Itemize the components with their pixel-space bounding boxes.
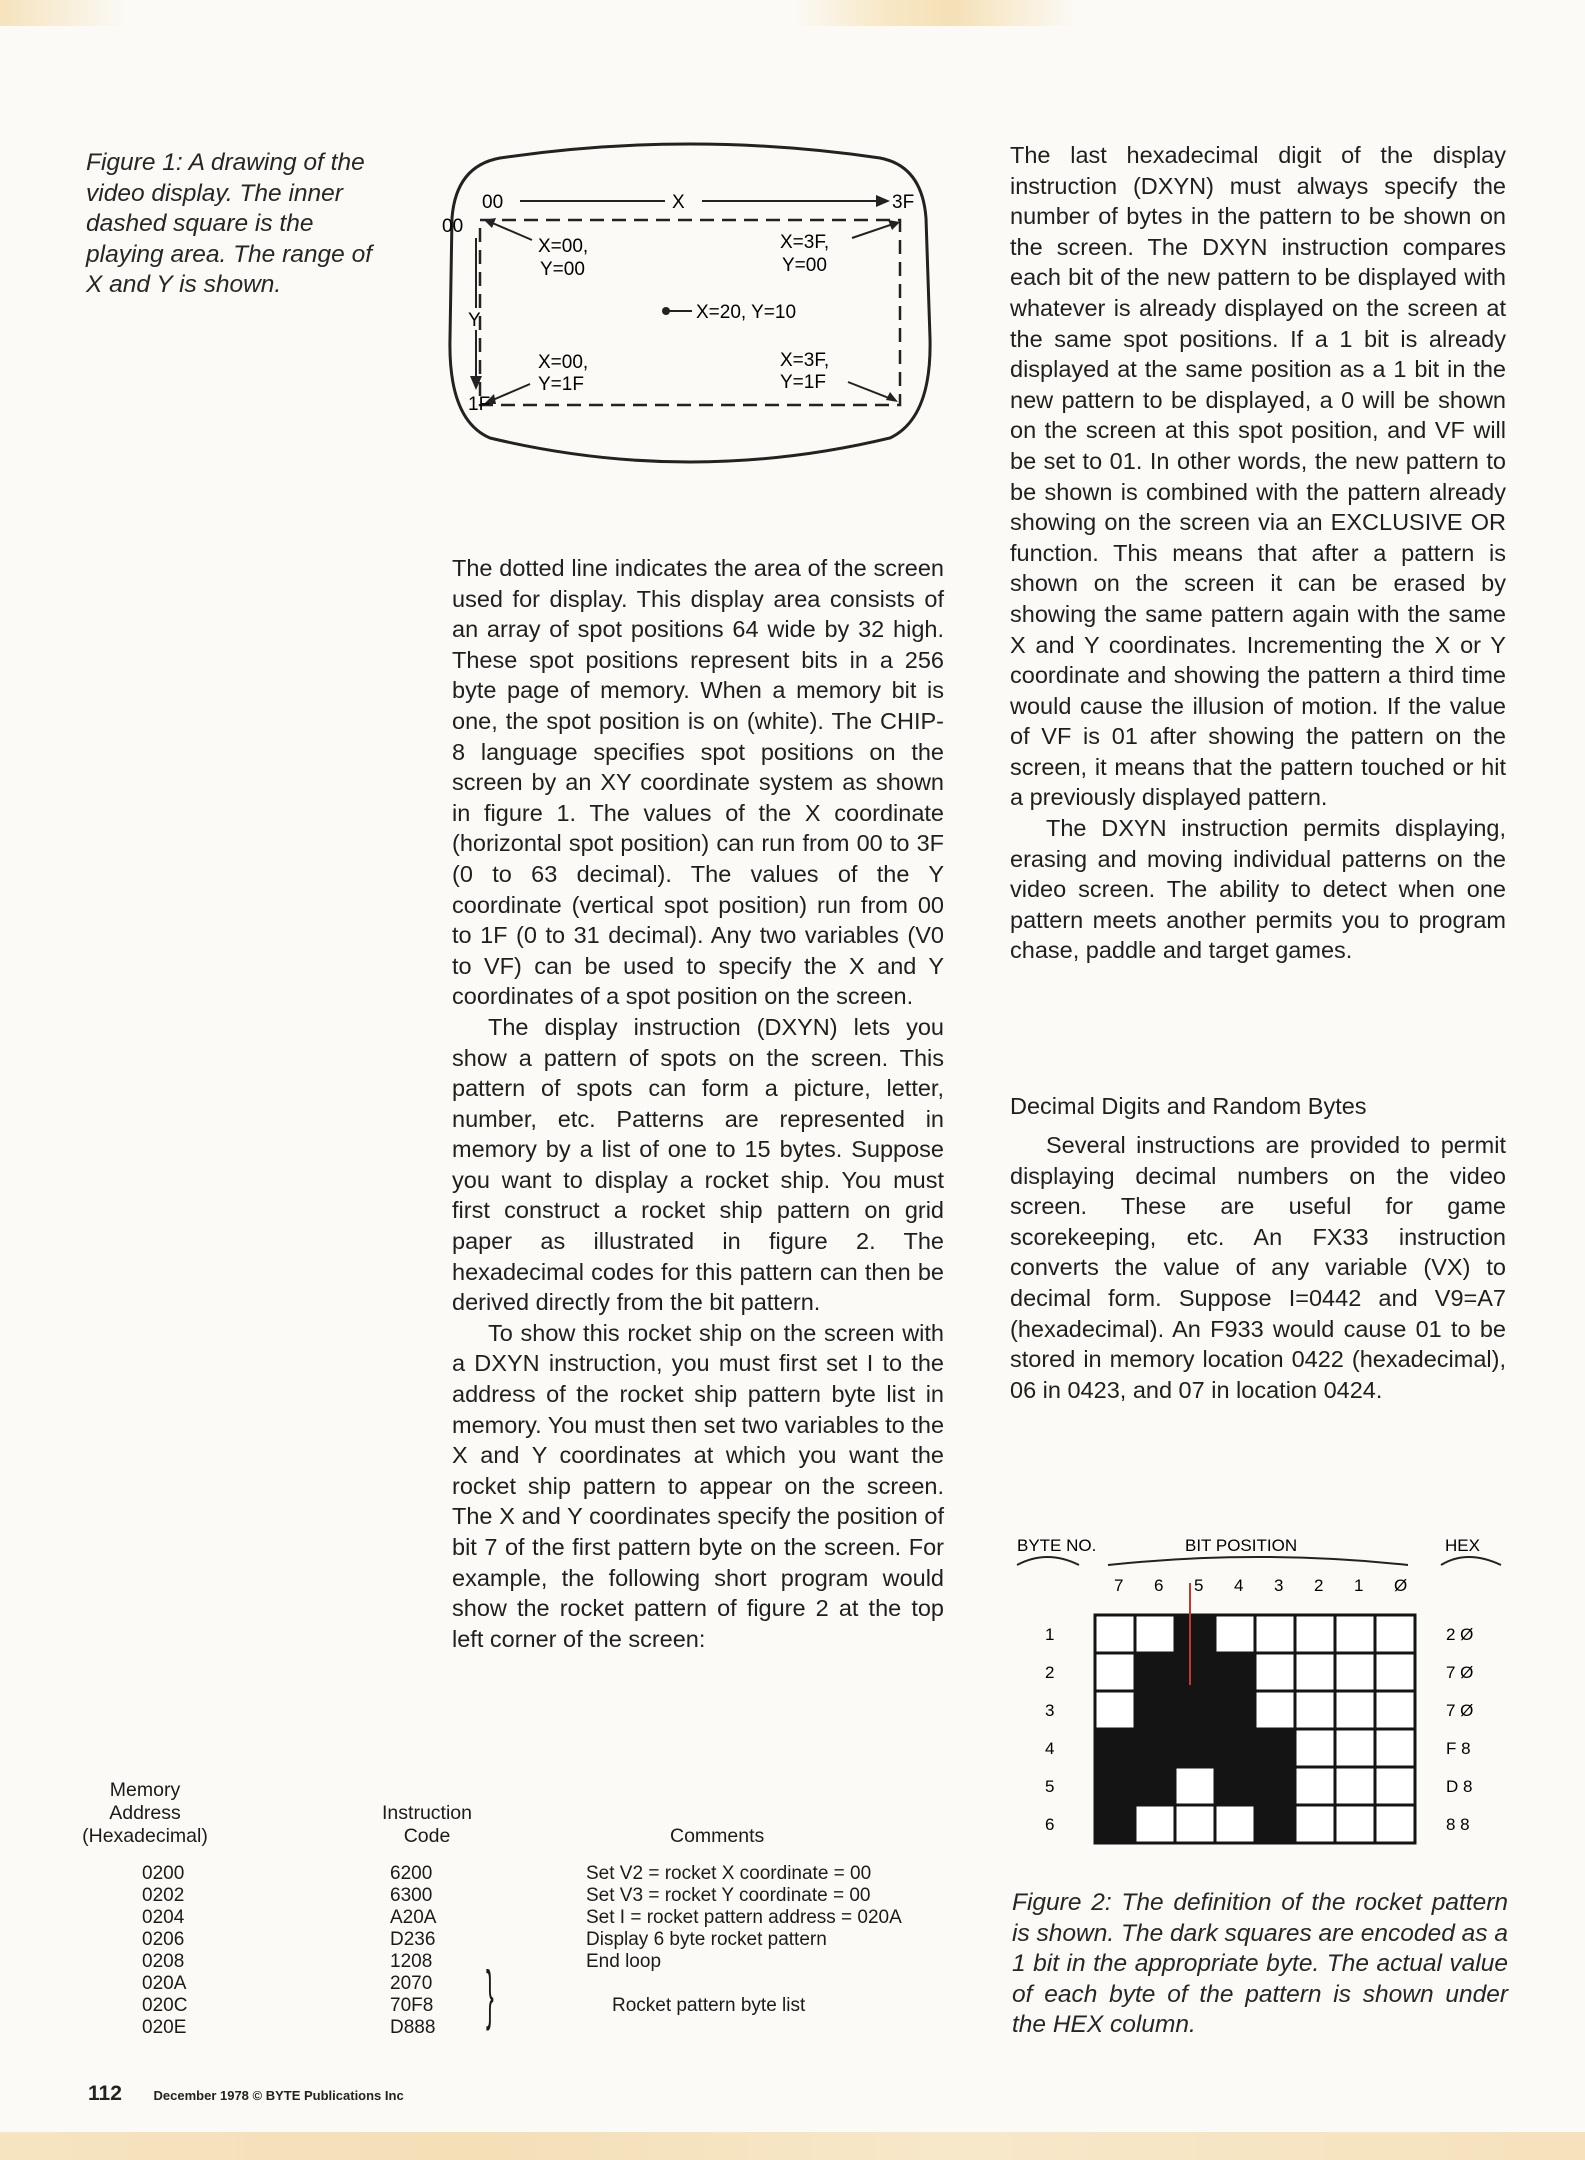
grid-cell-on bbox=[1095, 1805, 1135, 1843]
page-footer bbox=[88, 2082, 404, 2106]
address-cell: 0202 bbox=[142, 1885, 185, 1906]
footer-text: December 1978 © BYTE Publications Inc bbox=[153, 2088, 404, 2103]
byte-number: 1 bbox=[1045, 1625, 1055, 1644]
grid-cell-off bbox=[1295, 1653, 1335, 1691]
address-cell: 0208 bbox=[142, 1951, 185, 1972]
code-cell: 2070 bbox=[390, 1973, 433, 1994]
byte-brace bbox=[1017, 1557, 1079, 1565]
address-cell: 020C bbox=[142, 1995, 188, 2016]
grid-cell-off bbox=[1335, 1691, 1375, 1729]
tv-screen-outline bbox=[450, 144, 930, 462]
hex-value: D 8 bbox=[1446, 1777, 1473, 1796]
figure2-caption: Figure 2: The definition of the rocket pattern is shown. The dark squares are encoded as a 1 bit in the appropriate byte. The actual value of each byte of the pattern is shown under the HEX column. bbox=[1012, 1889, 1508, 2038]
header-memory-address: Memory Address (Hexadecimal) bbox=[82, 1779, 208, 1847]
comment-cell: Set I = rocket pattern address = 020A bbox=[586, 1907, 902, 1928]
grid-cell-off bbox=[1375, 1691, 1415, 1729]
comment-cell: Display 6 byte rocket pattern bbox=[586, 1929, 827, 1950]
grid-cell-off bbox=[1095, 1615, 1135, 1653]
grid-cell-off bbox=[1335, 1729, 1375, 1767]
program-listing bbox=[60, 1775, 960, 2045]
bit-label: 7 bbox=[1114, 1576, 1124, 1595]
grid-cell-off bbox=[1375, 1653, 1415, 1691]
right-column-text-2 bbox=[1010, 1130, 1506, 1405]
label-y-1f: 1F bbox=[468, 394, 491, 415]
grid-cell-off bbox=[1335, 1805, 1375, 1843]
label-x-3f: 3F bbox=[892, 192, 915, 213]
label-y-00: 00 bbox=[442, 216, 464, 237]
address-cell: 020A bbox=[142, 1973, 187, 1994]
header-hex: HEX bbox=[1445, 1536, 1480, 1555]
label-y-axis: Y bbox=[468, 310, 481, 331]
grid-cell-off bbox=[1335, 1653, 1375, 1691]
header-bit-position: BIT POSITION bbox=[1185, 1536, 1298, 1555]
grid-cell-off bbox=[1175, 1767, 1215, 1805]
hex-value: 2 Ø bbox=[1446, 1625, 1474, 1644]
paragraph: Several instructions are provided to permit displaying decimal numbers on the video screen. These are useful for game scorekeeping, etc. An FX33 instruction converts the value of any variable (VX) to decimal form. Suppose I=0442 and V9=A7 (hexadecimal). An F933 would cause 01 to be stored in memory location 0422 (hexadecimal), 06 in 0423, and 07 in location 0424. bbox=[1010, 1132, 1506, 1403]
byte-number-labels bbox=[1045, 1625, 1054, 1834]
address-cell: 020E bbox=[142, 2017, 187, 2038]
code-cell: D236 bbox=[390, 1929, 436, 1950]
grid-cell-off bbox=[1095, 1653, 1135, 1691]
grid-cell-on bbox=[1095, 1767, 1135, 1805]
comment-cell: Set V2 = rocket X coordinate = 00 bbox=[586, 1863, 872, 1884]
comment-cell: Rocket pattern byte list bbox=[612, 1995, 806, 2016]
grid-cell-off bbox=[1375, 1767, 1415, 1805]
figure1-caption: Figure 1: A drawing of the video display. The inner dashed square is the playing area. The range of X and Y is shown. bbox=[86, 149, 373, 298]
page-number: 112 bbox=[88, 2082, 122, 2105]
grid-cell-on bbox=[1135, 1767, 1175, 1805]
grid-cell-off bbox=[1135, 1805, 1175, 1843]
grid-cell-off bbox=[1135, 1615, 1175, 1653]
code-cell: 6200 bbox=[390, 1863, 433, 1884]
paragraph: The dotted line indicates the area of the screen used for display. This display area consists of an array of spot positions 64 wide by 32 high. These spot positions represent bits in a 256 byte page of memory. When a memory bit is one, the spot position is on (white). The CHIP-8 language specifies spot positions on the screen by an XY coordinate system as shown in figure 1. The values of the X coordinate (horizontal spot position) can run from 00 to 3F (0 to 63 decimal). The values of the Y coordinate (vertical spot position) run from 00 to 1F (0 to 31 decimal). Any two variables (V0 to VF) can be used to specify the X and Y coordinates of a spot position on the screen. bbox=[452, 555, 944, 1010]
grid-cell-off bbox=[1335, 1767, 1375, 1805]
code-cell: A20A bbox=[390, 1907, 437, 1928]
comment-cell: Set V3 = rocket Y coordinate = 00 bbox=[586, 1885, 871, 1906]
grid-cell-on bbox=[1175, 1653, 1215, 1691]
hex-value: 7 Ø bbox=[1446, 1701, 1474, 1720]
label-corner-br-x: X=3F, bbox=[780, 350, 830, 371]
grid-cell-off bbox=[1295, 1767, 1335, 1805]
label-x-00: 00 bbox=[482, 192, 504, 213]
grid-cell-on bbox=[1175, 1691, 1215, 1729]
label-corner-tr-y: Y=00 bbox=[782, 255, 827, 276]
grid-cell-off bbox=[1215, 1615, 1255, 1653]
label-x-axis: X bbox=[672, 192, 685, 213]
grid-cell-on bbox=[1175, 1729, 1215, 1767]
label-corner-bl-x: X=00, bbox=[538, 352, 589, 373]
hex-value: 8 8 bbox=[1446, 1815, 1470, 1834]
grid-cell-off bbox=[1375, 1729, 1415, 1767]
label-corner-tl-x: X=00, bbox=[538, 236, 589, 257]
grid-cell-off bbox=[1215, 1805, 1255, 1843]
byte-number: 3 bbox=[1045, 1701, 1055, 1720]
paragraph: The last hexadecimal digit of the display instruction (DXYN) must always specify the number of bytes in the pattern to be shown on the screen. The DXYN instruction compares each bit of the new pattern to be displayed with whatever is already displayed on the screen at the same spot positions. If a 1 bit is already displayed at the same position as a 1 bit in the new pattern to be displayed, a 0 will be shown on the screen at this spot position, and VF will be set to 01. In other words, the new pattern to be shown is combined with the pattern already showing on the screen via an EXCLUSIVE OR function. This means that after a pattern is shown on the screen it can be erased by showing the same pattern again with the same X and Y coordinates. Incrementing the X or Y coordinate and showing the pattern a third time would cause the illusion of motion. If the value of VF is 01 after showing the pattern on the screen, it means that the pattern touched or hit a previously displayed pattern. bbox=[1010, 142, 1506, 811]
paragraph: The DXYN instruction permits displaying, erasing and moving individual patterns on the video screen. The ability to detect when one pattern meets another permits you to program chase, paddle and target games. bbox=[1010, 815, 1506, 964]
grid-cell-on bbox=[1215, 1767, 1255, 1805]
byte-number: 2 bbox=[1045, 1663, 1055, 1682]
figure2-rocket-pattern-grid bbox=[1005, 1525, 1525, 1855]
bit-label: 4 bbox=[1234, 1576, 1244, 1595]
figure1-video-display-drawing bbox=[440, 138, 940, 488]
grid-cell-on bbox=[1255, 1805, 1295, 1843]
grid-cell-off bbox=[1295, 1805, 1335, 1843]
byte-list-brace: } bbox=[486, 1957, 494, 2031]
paragraph: To show this rocket ship on the screen with a DXYN instruction, you must first set I to the address of the rocket ship pattern byte list in memory. You must then set two variables to the X and Y coordinates at which you want the rocket ship pattern to appear on the screen. The X and Y coordinates specify the position of bit 7 of the first pattern byte on the screen. For example, the following short program would show the rocket pattern of figure 2 at the top left corner of the screen: bbox=[452, 1319, 945, 1652]
grid-cell-off bbox=[1255, 1691, 1295, 1729]
bit-label: Ø bbox=[1394, 1576, 1408, 1595]
grid-cell-on bbox=[1095, 1729, 1135, 1767]
grid-cell-off bbox=[1095, 1691, 1135, 1729]
comment-cell: End loop bbox=[586, 1951, 662, 1972]
grid-cell-on bbox=[1215, 1653, 1255, 1691]
grid-cell-off bbox=[1335, 1615, 1375, 1653]
grid-cell-off bbox=[1255, 1615, 1295, 1653]
code-cell: 1208 bbox=[390, 1951, 433, 1972]
grid-cell-off bbox=[1375, 1805, 1415, 1843]
grid-cell-on bbox=[1175, 1615, 1215, 1653]
right-column-text bbox=[1010, 140, 1506, 966]
section-heading: Decimal Digits and Random Bytes bbox=[1010, 1093, 1367, 1119]
grid-cell-off bbox=[1375, 1615, 1415, 1653]
bit-label: 5 bbox=[1194, 1576, 1204, 1595]
code-cell: 70F8 bbox=[390, 1995, 434, 2016]
middle-column-text bbox=[452, 553, 944, 1654]
paper-stain-bottom bbox=[0, 2132, 1585, 2160]
code-cell: 6300 bbox=[390, 1885, 433, 1906]
hex-value-labels bbox=[1446, 1625, 1473, 1834]
byte-number: 6 bbox=[1045, 1815, 1055, 1834]
byte-number: 4 bbox=[1045, 1739, 1055, 1758]
grid-cell-on bbox=[1215, 1729, 1255, 1767]
grid-cell-on bbox=[1215, 1691, 1255, 1729]
header-instruction-code: Instruction Code bbox=[382, 1802, 472, 1847]
paper-stain-top bbox=[0, 0, 1585, 26]
grid-cells bbox=[1095, 1615, 1415, 1843]
grid-cell-off bbox=[1295, 1615, 1335, 1653]
grid-cell-on bbox=[1135, 1653, 1175, 1691]
byte-number: 5 bbox=[1045, 1777, 1055, 1796]
label-corner-bl-y: Y=1F bbox=[538, 374, 584, 395]
bit-label: 3 bbox=[1274, 1576, 1284, 1595]
bit-position-labels bbox=[1114, 1576, 1407, 1595]
label-corner-tr-x: X=3F, bbox=[780, 232, 830, 253]
grid-cell-on bbox=[1255, 1729, 1295, 1767]
hex-value: F 8 bbox=[1446, 1739, 1471, 1758]
label-corner-br-y: Y=1F bbox=[780, 372, 826, 393]
hex-value: 7 Ø bbox=[1446, 1663, 1474, 1682]
grid-cell-off bbox=[1175, 1805, 1215, 1843]
hex-brace bbox=[1441, 1557, 1501, 1565]
label-corner-tl-y: Y=00 bbox=[540, 259, 585, 280]
paragraph: The display instruction (DXYN) lets you show a pattern of spots on the screen. This pattern of spots can form a picture, letter, number, etc. Patterns are represented in memory by a list of one to 15 bytes. Suppose you want to display a rocket ship. You must first construct a rocket ship pattern on grid paper as illustrated in figure 2. The hexadecimal codes for this pattern can then be derived directly from the bit pattern. bbox=[452, 1013, 944, 1316]
header-byte-no: BYTE NO. bbox=[1017, 1536, 1097, 1555]
grid-cell-off bbox=[1255, 1653, 1295, 1691]
address-cell: 0204 bbox=[142, 1907, 185, 1928]
header-comments: Comments bbox=[670, 1825, 765, 1847]
grid-cell-on bbox=[1255, 1767, 1295, 1805]
bit-label: 2 bbox=[1314, 1576, 1324, 1595]
code-cell: D888 bbox=[390, 2017, 436, 2038]
bit-brace bbox=[1108, 1557, 1408, 1565]
bit-label: 6 bbox=[1154, 1576, 1164, 1595]
address-cell: 0200 bbox=[142, 1863, 185, 1884]
grid-cell-off bbox=[1295, 1691, 1335, 1729]
grid-cell-on bbox=[1135, 1691, 1175, 1729]
bit-label: 1 bbox=[1354, 1576, 1364, 1595]
label-center: X=20, Y=10 bbox=[696, 302, 797, 323]
grid-cell-on bbox=[1135, 1729, 1175, 1767]
address-cell: 0206 bbox=[142, 1929, 185, 1950]
grid-cell-off bbox=[1295, 1729, 1335, 1767]
